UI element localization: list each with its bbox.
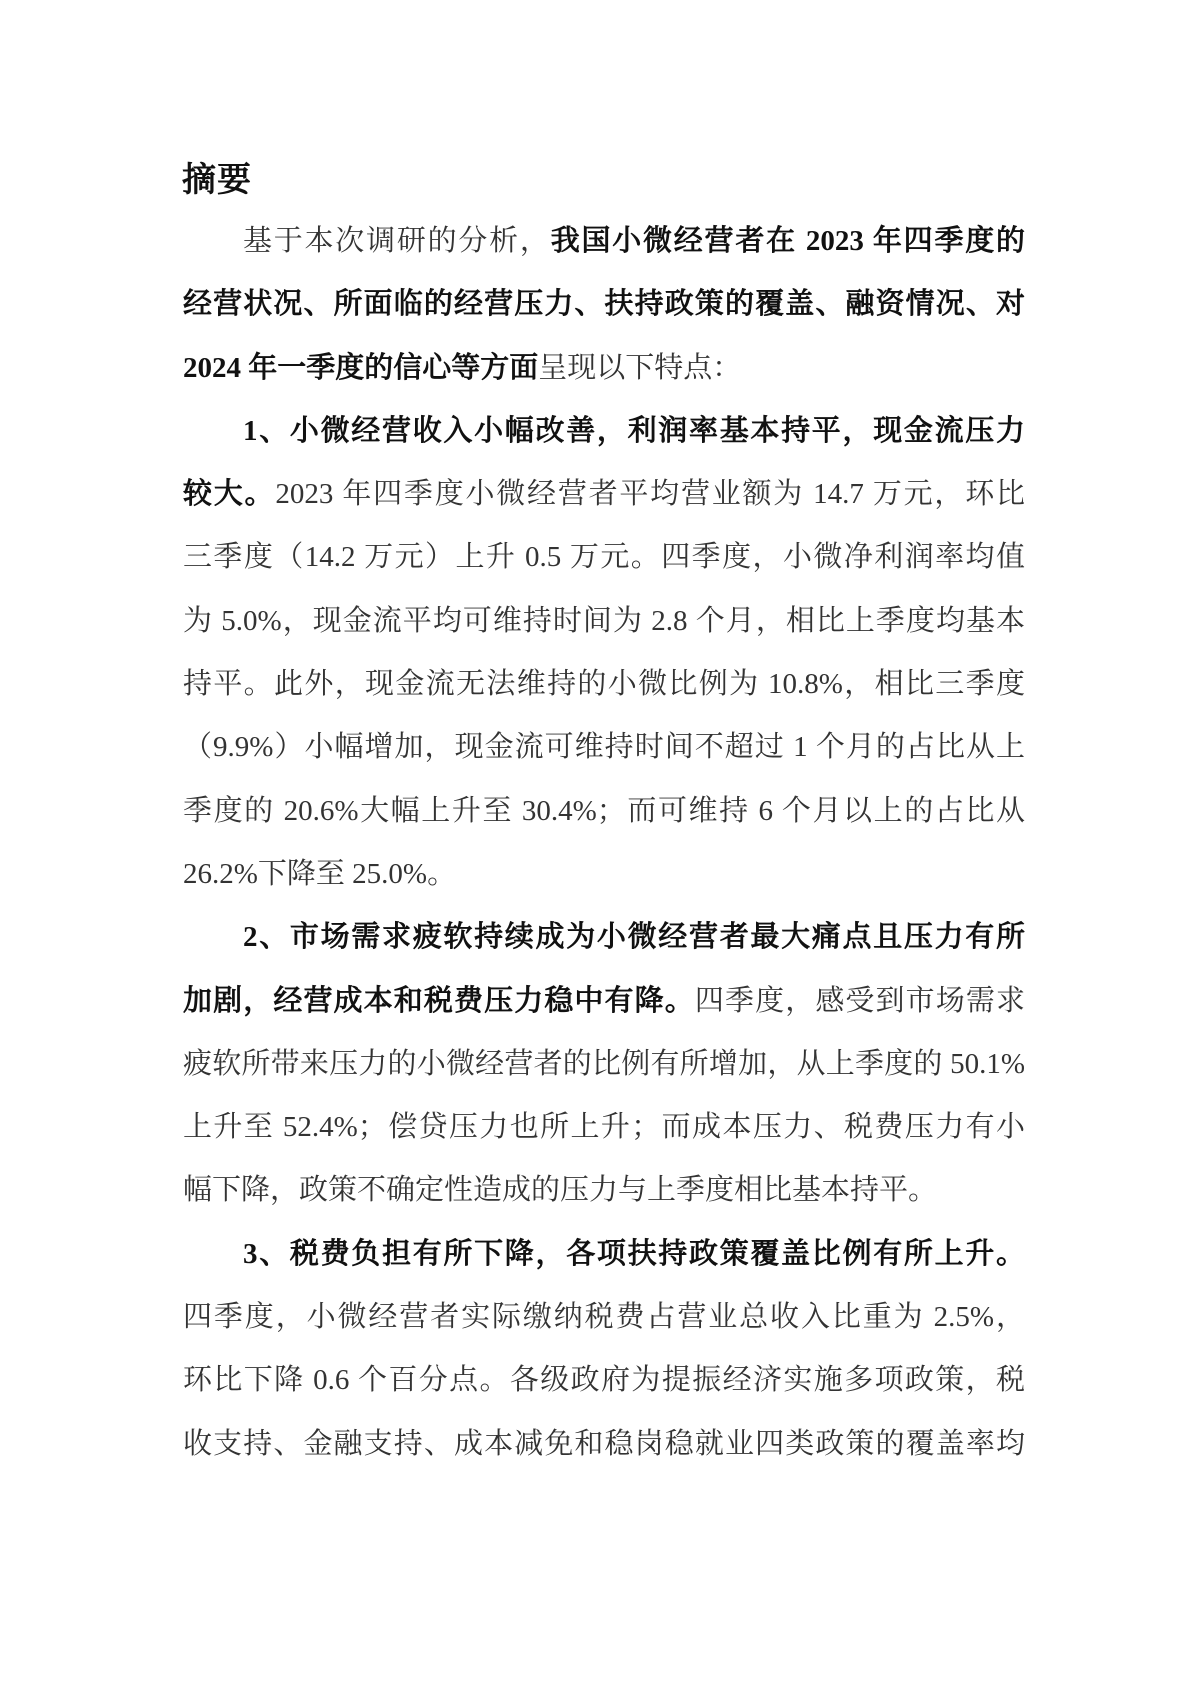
body-text: 环比下降 0.6 个百分点。各级政府为提振经济实施多项政策，税 bbox=[183, 1364, 1025, 1397]
paragraph-1-line bbox=[183, 210, 1025, 273]
body-text: 2023 年四季度小微经营者平均营业额为 14.7 万元，环比 bbox=[275, 478, 1025, 511]
paragraph-3-line bbox=[183, 970, 1025, 1033]
paragraph-3-line bbox=[183, 1033, 1025, 1096]
bold-text: 加剧，经营成本和税费压力稳中有降。 bbox=[183, 984, 695, 1017]
body-text: 呈现以下特点： bbox=[538, 351, 742, 384]
body-text: 为 5.0%，现金流平均可维持时间为 2.8 个月，相比上季度均基本 bbox=[183, 604, 1025, 637]
paragraph-2-line bbox=[183, 526, 1025, 589]
abstract-heading: 摘要 bbox=[182, 162, 252, 199]
paragraph-3-line bbox=[183, 1096, 1025, 1159]
body-text: 四季度，小微经营者实际缴纳税费占营业总收入比重为 2.5%， bbox=[183, 1301, 1025, 1334]
paragraph-2-line bbox=[183, 716, 1025, 779]
bold-text: 2、市场需求疲软持续成为小微经营者最大痛点且压力有所 bbox=[243, 921, 1025, 954]
body-text: 上升至 52.4%；偿贷压力也所上升；而成本压力、税费压力有小 bbox=[183, 1111, 1025, 1144]
body-text: 收支持、金融支持、成本减免和稳岗稳就业四类政策的覆盖率均 bbox=[183, 1427, 1025, 1460]
body-text: 疲软所带来压力的小微经营者的比例有所增加，从上季度的 50.1% bbox=[183, 1047, 1025, 1080]
paragraph-2-line bbox=[183, 590, 1025, 653]
paragraph-2-line bbox=[183, 463, 1025, 526]
body-text: 基于本次调研的分析， bbox=[243, 225, 551, 257]
paragraph-1-line bbox=[183, 273, 1025, 336]
bold-text: 1、小微经营收入小幅改善，利润率基本持平，现金流压力 bbox=[243, 414, 1025, 447]
paragraph-2-line bbox=[183, 653, 1025, 716]
body-text: 三季度（14.2 万元）上升 0.5 万元。四季度，小微净利润率均值 bbox=[183, 541, 1025, 574]
body-text: 幅下降，政策不确定性造成的压力与上季度相比基本持平。 bbox=[183, 1174, 938, 1207]
paragraph-2-line bbox=[183, 780, 1025, 843]
bold-text: 3、税费负担有所下降，各项扶持政策覆盖比例有所上升。 bbox=[243, 1237, 1025, 1270]
paragraph-4-line bbox=[183, 1223, 1025, 1286]
abstract-body bbox=[183, 210, 1025, 1476]
paragraph-2-line bbox=[183, 843, 1025, 906]
body-text: 持平。此外，现金流无法维持的小微比例为 10.8%，相比三季度 bbox=[183, 668, 1025, 701]
bold-text: 经营状况、所面临的经营压力、扶持政策的覆盖、融资情况、对 bbox=[183, 288, 1025, 321]
paragraph-4-line bbox=[183, 1286, 1025, 1349]
paragraph-3-line bbox=[183, 906, 1025, 969]
paragraph-2-line bbox=[183, 400, 1025, 463]
body-text: （9.9%）小幅增加，现金流可维持时间不超过 1 个月的占比从上 bbox=[183, 731, 1025, 764]
bold-text: 较大。 bbox=[183, 478, 276, 511]
bold-text: 2024 年一季度的信心等方面 bbox=[183, 351, 539, 384]
paragraph-1-line bbox=[183, 337, 1025, 400]
body-text: 季度的 20.6%大幅上升至 30.4%；而可维持 6 个月以上的占比从 bbox=[183, 794, 1025, 827]
paragraph-4-line bbox=[183, 1349, 1025, 1412]
paragraph-3-line bbox=[183, 1159, 1025, 1222]
bold-text: 我国小微经营者在 2023 年四季度的 bbox=[550, 225, 1025, 257]
body-text: 四季度，感受到市场需求 bbox=[694, 984, 1025, 1017]
body-text: 26.2%下降至 25.0%。 bbox=[183, 857, 457, 890]
paragraph-4-line bbox=[183, 1413, 1025, 1476]
